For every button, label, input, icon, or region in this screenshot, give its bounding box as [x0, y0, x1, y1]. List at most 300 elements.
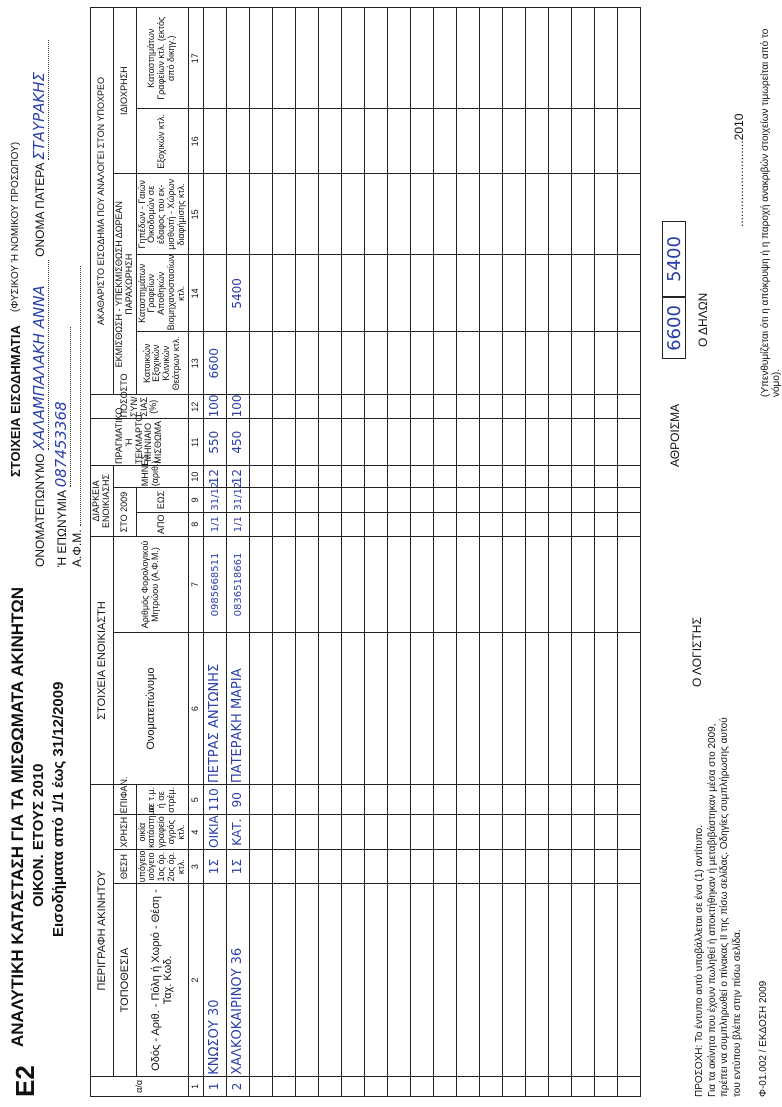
empty-cell[interactable] [549, 884, 572, 1076]
empty-cell[interactable] [572, 884, 595, 1076]
empty-cell[interactable] [503, 174, 526, 255]
row-c14[interactable] [204, 255, 227, 332]
empty-cell[interactable] [411, 815, 434, 849]
empty-cell[interactable] [549, 466, 572, 488]
row-to[interactable]: 31/12 [204, 488, 227, 512]
row-c17[interactable] [204, 8, 227, 109]
empty-cell[interactable] [549, 255, 572, 332]
empty-cell[interactable] [595, 536, 618, 632]
empty-cell[interactable] [595, 849, 618, 883]
empty-cell[interactable] [572, 488, 595, 512]
empty-cell[interactable] [618, 395, 641, 419]
row-position[interactable]: 1Σ [204, 849, 227, 883]
empty-cell[interactable] [319, 419, 342, 466]
empty-cell[interactable] [549, 1076, 572, 1096]
empty-cell[interactable] [365, 255, 388, 332]
empty-cell[interactable] [503, 633, 526, 785]
empty-cell[interactable] [365, 8, 388, 109]
empty-cell[interactable] [250, 488, 273, 512]
empty-cell[interactable] [457, 255, 480, 332]
empty-cell[interactable] [250, 109, 273, 174]
empty-cell[interactable] [342, 174, 365, 255]
empty-cell[interactable] [480, 884, 503, 1076]
empty-cell[interactable] [526, 1076, 549, 1096]
empty-cell[interactable] [572, 785, 595, 815]
row-aa[interactable]: 2 [227, 1076, 250, 1096]
empty-cell[interactable] [296, 785, 319, 815]
empty-cell[interactable] [273, 512, 296, 536]
empty-cell[interactable] [595, 332, 618, 395]
empty-cell[interactable] [549, 815, 572, 849]
empty-cell[interactable] [549, 849, 572, 883]
empty-cell[interactable] [549, 332, 572, 395]
empty-cell[interactable] [526, 849, 549, 883]
empty-cell[interactable] [250, 884, 273, 1076]
empty-cell[interactable] [319, 633, 342, 785]
father-field[interactable]: ΣΤΑΥΡΑΚΗΣ [30, 40, 49, 160]
empty-cell[interactable] [411, 466, 434, 488]
empty-cell[interactable] [503, 512, 526, 536]
row-rent[interactable]: 550 [204, 419, 227, 466]
empty-cell[interactable] [319, 395, 342, 419]
empty-cell[interactable] [411, 884, 434, 1076]
empty-cell[interactable] [388, 849, 411, 883]
empty-cell[interactable] [434, 512, 457, 536]
empty-cell[interactable] [388, 466, 411, 488]
empty-cell[interactable] [388, 512, 411, 536]
empty-cell[interactable] [273, 466, 296, 488]
empty-cell[interactable] [434, 785, 457, 815]
empty-cell[interactable] [365, 849, 388, 883]
empty-cell[interactable] [296, 849, 319, 883]
empty-cell[interactable] [572, 512, 595, 536]
empty-cell[interactable] [503, 849, 526, 883]
empty-cell[interactable] [480, 815, 503, 849]
empty-cell[interactable] [411, 536, 434, 632]
empty-cell[interactable] [411, 512, 434, 536]
empty-cell[interactable] [319, 109, 342, 174]
empty-cell[interactable] [618, 633, 641, 785]
empty-cell[interactable] [618, 332, 641, 395]
empty-cell[interactable] [526, 255, 549, 332]
empty-cell[interactable] [618, 1076, 641, 1096]
empty-cell[interactable] [595, 395, 618, 419]
row-to[interactable]: 31/12 [227, 488, 250, 512]
empty-cell[interactable] [296, 815, 319, 849]
empty-cell[interactable] [388, 332, 411, 395]
empty-cell[interactable] [365, 466, 388, 488]
empty-cell[interactable] [503, 466, 526, 488]
empty-cell[interactable] [434, 419, 457, 466]
empty-cell[interactable] [526, 488, 549, 512]
empty-cell[interactable] [618, 536, 641, 632]
empty-cell[interactable] [411, 419, 434, 466]
empty-cell[interactable] [434, 332, 457, 395]
empty-cell[interactable] [250, 536, 273, 632]
empty-cell[interactable] [342, 884, 365, 1076]
empty-cell[interactable] [457, 8, 480, 109]
empty-cell[interactable] [434, 395, 457, 419]
row-c13[interactable] [227, 332, 250, 395]
empty-cell[interactable] [526, 815, 549, 849]
empty-cell[interactable] [526, 536, 549, 632]
empty-cell[interactable] [388, 419, 411, 466]
empty-cell[interactable] [411, 109, 434, 174]
empty-cell[interactable] [503, 815, 526, 849]
empty-cell[interactable] [319, 174, 342, 255]
empty-cell[interactable] [526, 466, 549, 488]
empty-cell[interactable] [342, 255, 365, 332]
empty-cell[interactable] [296, 1076, 319, 1096]
empty-cell[interactable] [319, 8, 342, 109]
empty-cell[interactable] [434, 884, 457, 1076]
empty-cell[interactable] [434, 488, 457, 512]
empty-cell[interactable] [250, 849, 273, 883]
empty-cell[interactable] [434, 1076, 457, 1096]
empty-cell[interactable] [595, 785, 618, 815]
empty-cell[interactable] [342, 633, 365, 785]
empty-cell[interactable] [273, 815, 296, 849]
empty-cell[interactable] [503, 255, 526, 332]
empty-cell[interactable] [549, 785, 572, 815]
empty-cell[interactable] [549, 419, 572, 466]
empty-cell[interactable] [480, 849, 503, 883]
empty-cell[interactable] [365, 109, 388, 174]
empty-cell[interactable] [388, 488, 411, 512]
row-rent[interactable]: 450 [227, 419, 250, 466]
empty-cell[interactable] [526, 884, 549, 1076]
empty-cell[interactable] [411, 633, 434, 785]
empty-cell[interactable] [618, 466, 641, 488]
empty-cell[interactable] [549, 536, 572, 632]
row-tenant-afm[interactable]: 0985668511 [204, 536, 227, 632]
empty-cell[interactable] [549, 8, 572, 109]
empty-cell[interactable] [526, 174, 549, 255]
empty-cell[interactable] [572, 1076, 595, 1096]
empty-cell[interactable] [319, 466, 342, 488]
empty-cell[interactable] [296, 8, 319, 109]
empty-cell[interactable] [595, 512, 618, 536]
row-tenant[interactable]: ΠΕΤΡΑΣ ΑΝΤΩΝΗΣ [204, 633, 227, 785]
empty-cell[interactable] [457, 884, 480, 1076]
empty-cell[interactable] [273, 8, 296, 109]
empty-cell[interactable] [480, 332, 503, 395]
row-months[interactable]: 12 [204, 466, 227, 488]
empty-cell[interactable] [250, 8, 273, 109]
empty-cell[interactable] [457, 488, 480, 512]
empty-cell[interactable] [595, 1076, 618, 1096]
empty-cell[interactable] [342, 419, 365, 466]
empty-cell[interactable] [434, 8, 457, 109]
empty-cell[interactable] [388, 1076, 411, 1096]
empty-cell[interactable] [595, 884, 618, 1076]
empty-cell[interactable] [618, 174, 641, 255]
row-from[interactable]: 1/1 [227, 512, 250, 536]
empty-cell[interactable] [503, 419, 526, 466]
empty-cell[interactable] [595, 8, 618, 109]
empty-cell[interactable] [342, 109, 365, 174]
empty-cell[interactable] [250, 815, 273, 849]
empty-cell[interactable] [480, 109, 503, 174]
empty-cell[interactable] [572, 109, 595, 174]
empty-cell[interactable] [319, 815, 342, 849]
empty-cell[interactable] [388, 815, 411, 849]
empty-cell[interactable] [250, 255, 273, 332]
empty-cell[interactable] [411, 395, 434, 419]
empty-cell[interactable] [457, 332, 480, 395]
empty-cell[interactable] [618, 419, 641, 466]
empty-cell[interactable] [480, 8, 503, 109]
empty-cell[interactable] [319, 255, 342, 332]
empty-cell[interactable] [595, 419, 618, 466]
empty-cell[interactable] [457, 633, 480, 785]
empty-cell[interactable] [572, 633, 595, 785]
empty-cell[interactable] [411, 1076, 434, 1096]
empty-cell[interactable] [342, 785, 365, 815]
empty-cell[interactable] [434, 815, 457, 849]
empty-cell[interactable] [296, 466, 319, 488]
empty-cell[interactable] [388, 109, 411, 174]
empty-cell[interactable] [273, 395, 296, 419]
empty-cell[interactable] [365, 884, 388, 1076]
empty-cell[interactable] [411, 849, 434, 883]
empty-cell[interactable] [595, 488, 618, 512]
empty-cell[interactable] [411, 785, 434, 815]
empty-cell[interactable] [365, 488, 388, 512]
empty-cell[interactable] [388, 395, 411, 419]
empty-cell[interactable] [365, 512, 388, 536]
sum-c14[interactable]: 5400 [662, 221, 686, 297]
empty-cell[interactable] [273, 255, 296, 332]
empty-cell[interactable] [365, 332, 388, 395]
row-area[interactable]: 90 [227, 785, 250, 815]
empty-cell[interactable] [457, 512, 480, 536]
empty-cell[interactable] [457, 419, 480, 466]
empty-cell[interactable] [388, 536, 411, 632]
empty-cell[interactable] [250, 395, 273, 419]
empty-cell[interactable] [273, 332, 296, 395]
empty-cell[interactable] [319, 332, 342, 395]
empty-cell[interactable] [273, 174, 296, 255]
empty-cell[interactable] [342, 815, 365, 849]
empty-cell[interactable] [480, 536, 503, 632]
empty-cell[interactable] [572, 174, 595, 255]
empty-cell[interactable] [273, 109, 296, 174]
empty-cell[interactable] [618, 849, 641, 883]
empty-cell[interactable] [296, 512, 319, 536]
empty-cell[interactable] [572, 332, 595, 395]
afm-field[interactable]: 087453368 [52, 327, 71, 487]
empty-cell[interactable] [296, 633, 319, 785]
empty-cell[interactable] [503, 536, 526, 632]
empty-cell[interactable] [365, 536, 388, 632]
empty-cell[interactable] [480, 1076, 503, 1096]
empty-cell[interactable] [618, 785, 641, 815]
empty-cell[interactable] [388, 255, 411, 332]
empty-cell[interactable] [342, 536, 365, 632]
empty-cell[interactable] [595, 815, 618, 849]
empty-cell[interactable] [434, 849, 457, 883]
empty-cell[interactable] [526, 395, 549, 419]
empty-cell[interactable] [296, 332, 319, 395]
empty-cell[interactable] [526, 512, 549, 536]
empty-cell[interactable] [595, 633, 618, 785]
empty-cell[interactable] [273, 536, 296, 632]
empty-cell[interactable] [319, 884, 342, 1076]
row-from[interactable]: 1/1 [204, 512, 227, 536]
empty-cell[interactable] [572, 849, 595, 883]
empty-cell[interactable] [342, 332, 365, 395]
empty-cell[interactable] [319, 488, 342, 512]
empty-cell[interactable] [273, 488, 296, 512]
empty-cell[interactable] [503, 785, 526, 815]
empty-cell[interactable] [457, 466, 480, 488]
empty-cell[interactable] [434, 255, 457, 332]
empty-cell[interactable] [480, 512, 503, 536]
empty-cell[interactable] [319, 1076, 342, 1096]
empty-cell[interactable] [572, 255, 595, 332]
empty-cell[interactable] [526, 332, 549, 395]
empty-cell[interactable] [595, 255, 618, 332]
empty-cell[interactable] [480, 785, 503, 815]
empty-cell[interactable] [480, 395, 503, 419]
empty-cell[interactable] [296, 109, 319, 174]
empty-cell[interactable] [411, 174, 434, 255]
name-field[interactable]: ΧΑΛΑΜΠΑΛΑΚΗ ΑΝΝΑ [30, 260, 49, 450]
empty-cell[interactable] [480, 633, 503, 785]
empty-cell[interactable] [457, 849, 480, 883]
empty-cell[interactable] [618, 512, 641, 536]
empty-cell[interactable] [572, 8, 595, 109]
empty-cell[interactable] [503, 395, 526, 419]
row-c15[interactable] [227, 174, 250, 255]
empty-cell[interactable] [618, 255, 641, 332]
empty-cell[interactable] [342, 1076, 365, 1096]
row-share[interactable]: 100 [227, 395, 250, 419]
row-c13[interactable]: 6600 [204, 332, 227, 395]
empty-cell[interactable] [411, 488, 434, 512]
row-tenant-afm[interactable]: 0836518661 [227, 536, 250, 632]
empty-cell[interactable] [434, 109, 457, 174]
empty-cell[interactable] [319, 536, 342, 632]
empty-cell[interactable] [342, 512, 365, 536]
empty-cell[interactable] [342, 466, 365, 488]
empty-cell[interactable] [273, 419, 296, 466]
empty-cell[interactable] [618, 815, 641, 849]
empty-cell[interactable] [503, 884, 526, 1076]
row-c16[interactable] [227, 109, 250, 174]
empty-cell[interactable] [618, 109, 641, 174]
empty-cell[interactable] [250, 466, 273, 488]
empty-cell[interactable] [572, 815, 595, 849]
empty-cell[interactable] [388, 785, 411, 815]
row-c14[interactable]: 5400 [227, 255, 250, 332]
empty-cell[interactable] [457, 536, 480, 632]
empty-cell[interactable] [273, 633, 296, 785]
empty-cell[interactable] [526, 8, 549, 109]
row-address[interactable]: ΧΑΛΚΟΚΑΙΡΙΝΟΥ 36 [227, 884, 250, 1076]
empty-cell[interactable] [388, 633, 411, 785]
empty-cell[interactable] [549, 109, 572, 174]
row-position[interactable]: 1Σ [227, 849, 250, 883]
empty-cell[interactable] [526, 109, 549, 174]
empty-cell[interactable] [549, 395, 572, 419]
empty-cell[interactable] [595, 109, 618, 174]
empty-cell[interactable] [457, 1076, 480, 1096]
empty-cell[interactable] [296, 419, 319, 466]
row-use[interactable]: ΚΑΤ. [227, 815, 250, 849]
empty-cell[interactable] [572, 536, 595, 632]
empty-cell[interactable] [480, 419, 503, 466]
empty-cell[interactable] [549, 512, 572, 536]
row-c17[interactable] [227, 8, 250, 109]
empty-cell[interactable] [480, 255, 503, 332]
empty-cell[interactable] [273, 849, 296, 883]
empty-cell[interactable] [319, 849, 342, 883]
empty-cell[interactable] [250, 1076, 273, 1096]
empty-cell[interactable] [342, 8, 365, 109]
empty-cell[interactable] [503, 1076, 526, 1096]
empty-cell[interactable] [296, 255, 319, 332]
row-tenant[interactable]: ΠΑΤΕΡΑΚΗ ΜΑΡΙΑ [227, 633, 250, 785]
empty-cell[interactable] [434, 174, 457, 255]
empty-cell[interactable] [365, 174, 388, 255]
empty-cell[interactable] [595, 174, 618, 255]
empty-cell[interactable] [365, 815, 388, 849]
empty-cell[interactable] [457, 174, 480, 255]
empty-cell[interactable] [365, 395, 388, 419]
empty-cell[interactable] [480, 466, 503, 488]
empty-cell[interactable] [526, 785, 549, 815]
empty-cell[interactable] [342, 395, 365, 419]
empty-cell[interactable] [388, 174, 411, 255]
empty-cell[interactable] [572, 419, 595, 466]
empty-cell[interactable] [480, 174, 503, 255]
empty-cell[interactable] [296, 884, 319, 1076]
empty-cell[interactable] [434, 466, 457, 488]
empty-cell[interactable] [250, 785, 273, 815]
empty-cell[interactable] [365, 633, 388, 785]
empty-cell[interactable] [388, 884, 411, 1076]
row-c16[interactable] [204, 109, 227, 174]
empty-cell[interactable] [273, 785, 296, 815]
empty-cell[interactable] [480, 488, 503, 512]
empty-cell[interactable] [457, 785, 480, 815]
empty-cell[interactable] [526, 419, 549, 466]
empty-cell[interactable] [250, 512, 273, 536]
row-area[interactable]: 110 [204, 785, 227, 815]
empty-cell[interactable] [411, 255, 434, 332]
empty-cell[interactable] [572, 466, 595, 488]
empty-cell[interactable] [457, 109, 480, 174]
empty-cell[interactable] [549, 488, 572, 512]
empty-cell[interactable] [503, 8, 526, 109]
empty-cell[interactable] [595, 466, 618, 488]
empty-cell[interactable] [457, 395, 480, 419]
row-use[interactable]: ΟΙΚΙΑ [204, 815, 227, 849]
empty-cell[interactable] [434, 536, 457, 632]
empty-cell[interactable] [549, 174, 572, 255]
row-address[interactable]: ΚΝΩΣΟΥ 30 [204, 884, 227, 1076]
empty-cell[interactable] [296, 488, 319, 512]
empty-cell[interactable] [503, 332, 526, 395]
empty-cell[interactable] [342, 488, 365, 512]
empty-cell[interactable] [250, 332, 273, 395]
empty-cell[interactable] [503, 109, 526, 174]
sum-c13[interactable]: 6600 [662, 297, 686, 359]
empty-cell[interactable] [365, 419, 388, 466]
empty-cell[interactable] [319, 512, 342, 536]
